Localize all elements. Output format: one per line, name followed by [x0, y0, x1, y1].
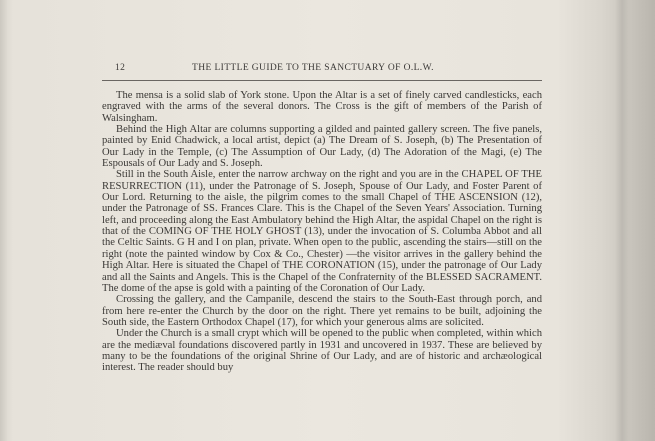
paragraph-campanile: Crossing the gallery, and the Campanile, descend the stairs to the South-East through porch, and from here re-enter the Church by the door on the right. There yet remains to be built, adjoining the South side, the Eastern Orthodox Chapel (17), for which your generous alms are solicited. — [102, 294, 542, 328]
page-number: 12 — [115, 63, 126, 73]
paragraph-chapels: Still in the South Aisle, enter the narrow archway on the right and you are in the CHAPEL OF THE RESURRECTION (11), under the Patronage of S. Joseph, Spouse of Our Lady, and Foster Parent of Our Lord. Returning to the aisle, the pilgrim comes to the small Chapel of THE ASCENSION (12), under the Patronage of SS. Frances Clare. This is the Chapel of the Seven Years' Association. Turning left, and proceeding along the East Ambulatory behind the High Altar, the aspidal Chapel on the right is that of the COMING OF THE HOLY GHOST (13), under the invocation of S. Columba Abbot and all the Celtic Saints. G H and I on plan, private. When open to the public, ascending the stairs—still on the right (note the painted window by Cox & Co., Chester) —the visitor arrives in the gallery behind the High Altar. Here is situated the Chapel of THE CORONATION (15), under the patronage of Our Lady and all the Saints and Angels. This is the Chapel of the Confraternity of the BLESSED SACRAMENT. The dome of the apse is gold with a painting of the Coronation of Our Lady. — [102, 169, 542, 294]
paragraph-mensa: The mensa is a solid slab of York stone. Upon the Altar is a set of finely carved candlesticks, each engraved with the arms of the several donors. The Cross is the gift of members of the Parish of Walsingham. — [102, 90, 542, 124]
running-header — [102, 63, 552, 77]
body-text — [102, 90, 542, 374]
paragraph-crypt: Under the Church is a small crypt which will be opened to the public when completed, within which are the mediæval foundations discovered partly in 1931 and uncovered in 1937. These are believed by many to be the foundations of the original Shrine of Our Lady, and are of historic and archæological interest. The reader should buy — [102, 328, 542, 374]
header-rule — [102, 80, 542, 81]
running-title: THE LITTLE GUIDE TO THE SANCTUARY OF O.L.W. — [192, 63, 434, 73]
paragraph-gallery-screen: Behind the High Altar are columns supporting a gilded and painted gallery screen. The five panels, painted by Enid Chadwick, a local artist, depict (a) The Dream of S. Joseph, (b) The Presentation of Our Lady in the Temple, (c) The Assumption of Our Lady, (d) The Adoration of the Magi, (e) The Espousals of Our Lady and S. Joseph. — [102, 124, 542, 170]
